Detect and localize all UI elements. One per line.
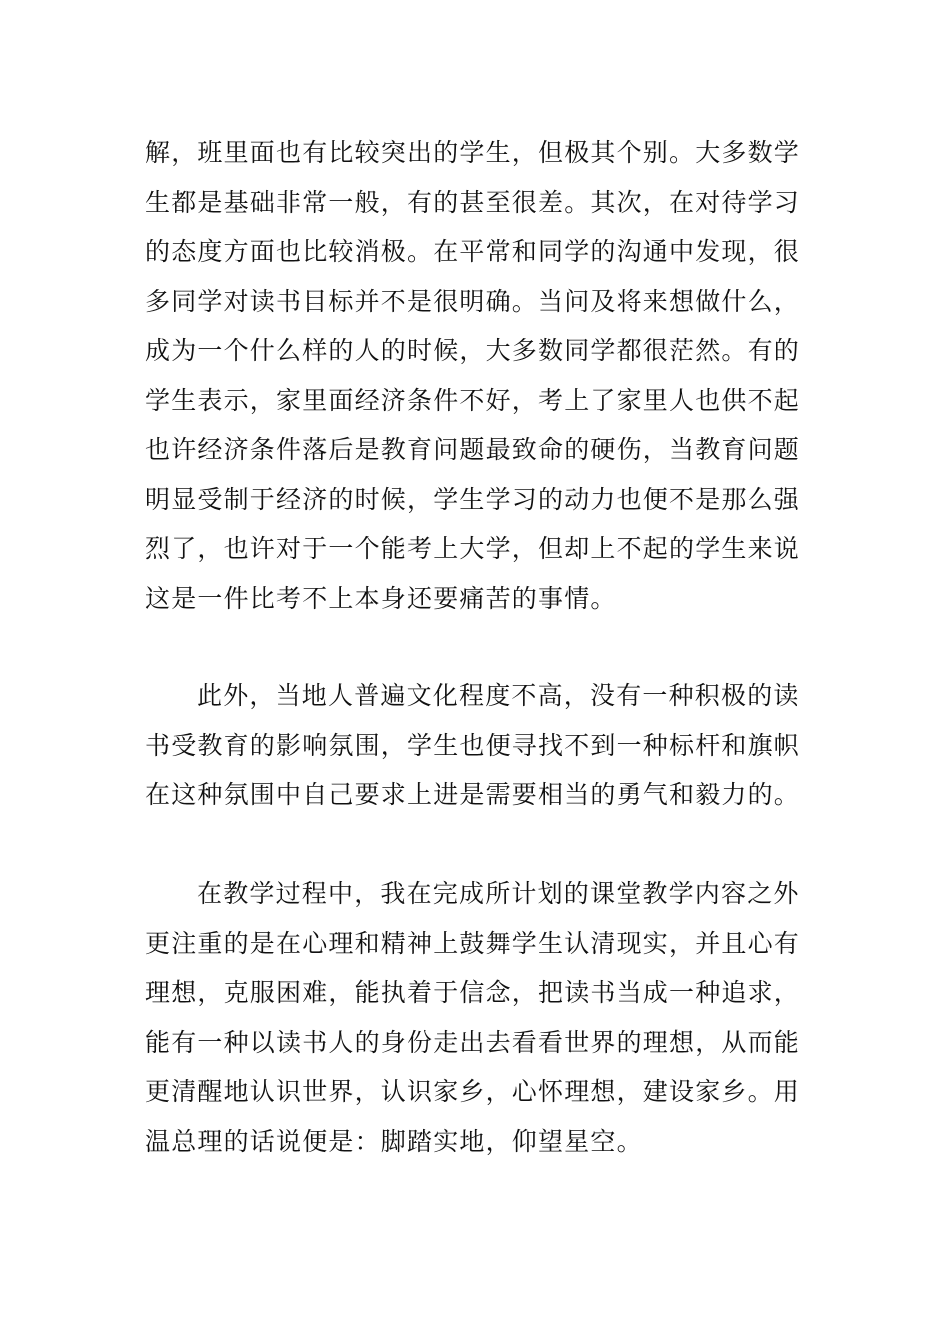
text-line: 在这种氛围中自己要求上进是需要相当的勇气和毅力的。 — [145, 780, 801, 809]
text-line: 此外，当地人普遍文化程度不高，没有一种积极的读 — [197, 681, 800, 710]
text-line: 能有一种以读书人的身份走出去看看世界的理想，从而能 — [145, 1027, 801, 1057]
text-line: 烈了，也许对于一个能考上大学，但却上不起的学生来说 — [145, 534, 801, 563]
text-line: 这是一件比考不上本身还要痛苦的事情。 — [145, 583, 617, 613]
paragraph-2 — [145, 671, 815, 820]
text-line: 解，班里面也有比较突出的学生，但极其个别。大多数学 — [145, 138, 801, 167]
text-line: 温总理的话说便是：脚踏实地，仰望星空。 — [145, 1126, 643, 1156]
text-line: 学生表示，家里面经济条件不好，考上了家里人也供不起 — [145, 385, 801, 415]
text-line: 在教学过程中，我在完成所计划的课堂教学内容之外 — [197, 879, 800, 908]
text-line: 多同学对读书目标并不是很明确。当问及将来想做什么， — [145, 286, 801, 316]
text-line: 也许经济条件落后是教育问题最致命的硬伤，当教育问题 — [145, 435, 801, 464]
text-line: 理想，克服困难，能执着于信念，把读书当成一种追求， — [145, 978, 801, 1007]
paragraph-1 — [145, 128, 815, 623]
paragraph-3 — [145, 869, 815, 1166]
text-line: 生都是基础非常一般，有的甚至很差。其次，在对待学习 — [145, 187, 801, 217]
text-line: 的态度方面也比较消极。在平常和同学的沟通中发现，很 — [145, 237, 801, 266]
text-line: 成为一个什么样的人的时候，大多数同学都很茫然。有的 — [145, 336, 801, 365]
text-line: 明显受制于经济的时候，学生学习的动力也便不是那么强 — [145, 484, 801, 514]
text-line: 更注重的是在心理和精神上鼓舞学生认清现实，并且心有 — [145, 928, 801, 958]
text-line: 书受教育的影响氛围，学生也便寻找不到一种标杆和旗帜 — [145, 730, 801, 760]
text-line: 更清醒地认识世界，认识家乡，心怀理想，建设家乡。用 — [145, 1077, 801, 1106]
